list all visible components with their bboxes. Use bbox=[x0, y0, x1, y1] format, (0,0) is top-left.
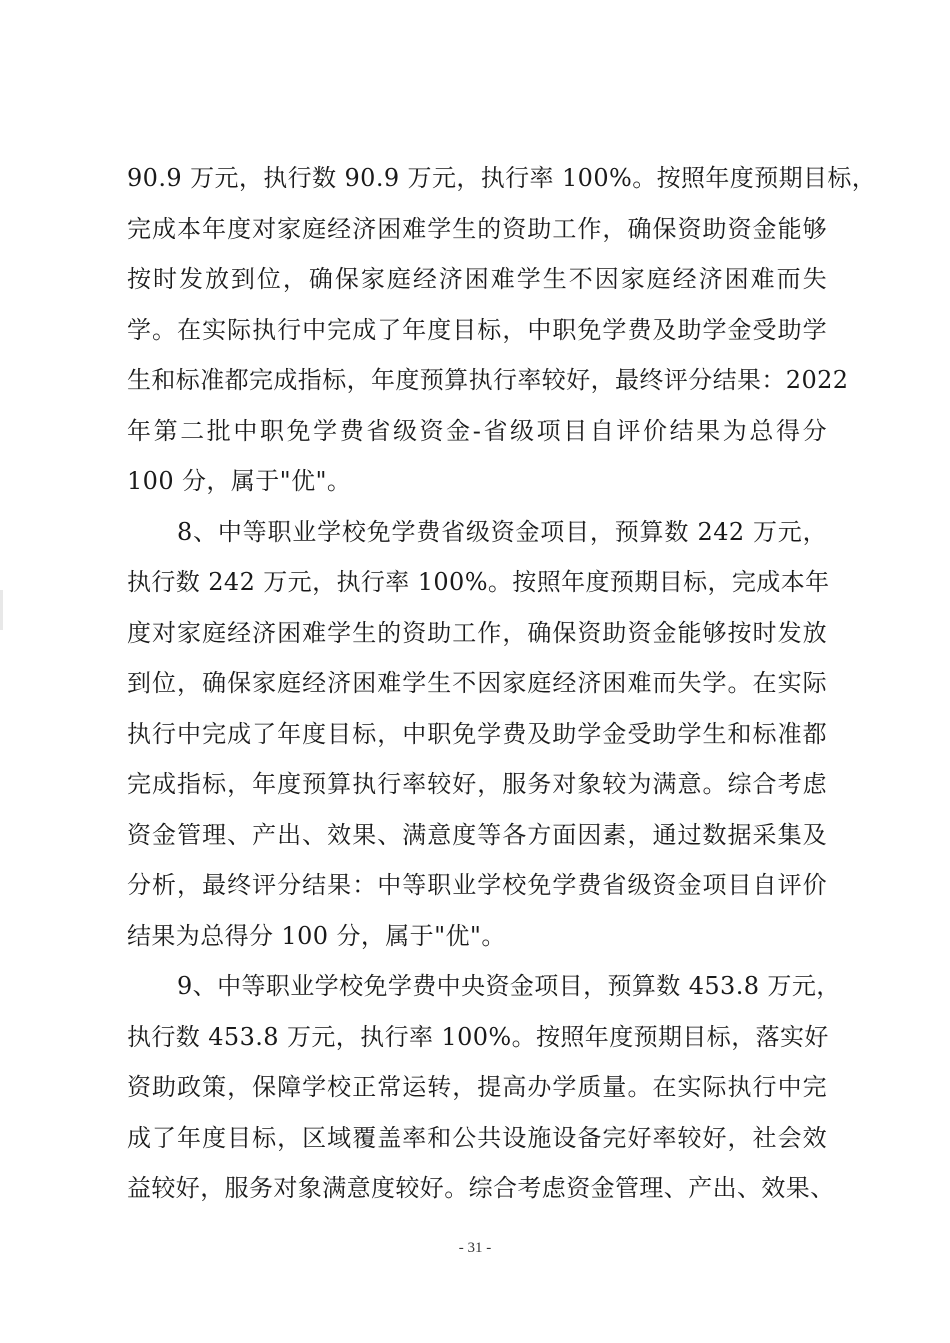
text-line: 结果为总得分 100 分，属于"优"。 bbox=[127, 921, 506, 950]
text-line: 资助政策，保障学校正常运转，提高办学质量。在实际执行中完 bbox=[127, 1073, 827, 1101]
text-line: 完成本年度对家庭经济困难学生的资助工作，确保资助资金能够 bbox=[127, 214, 827, 243]
text-line: 执行数 453.8 万元，执行率 100%。按照年度预期目标，落实好 bbox=[127, 1022, 829, 1051]
scan-margin-mark bbox=[0, 590, 3, 630]
text-line: 资金管理、产出、效果、满意度等各方面因素，通过数据采集及 bbox=[127, 820, 827, 849]
text-line: 90.9 万元，执行数 90.9 万元，执行率 100%。按照年度预期目标， bbox=[127, 164, 877, 192]
text-line: 完成指标，年度预算执行率较好，服务对象较为满意。综合考虑 bbox=[127, 770, 827, 798]
text-line: 执行数 242 万元，执行率 100%。按照年度预期目标，完成本年 bbox=[127, 568, 830, 596]
paragraph-heading-line: 8、中等职业学校免学费省级资金项目，预算数 242 万元， bbox=[177, 517, 827, 546]
text-line: 学。在实际执行中完成了年度目标，中职免学费及助学金受助学 bbox=[127, 315, 827, 344]
text-line: 度对家庭经济困难学生的资助工作，确保资助资金能够按时发放 bbox=[127, 618, 827, 647]
text-line: 益较好，服务对象满意度较好。综合考虑资金管理、产出、效果、 bbox=[127, 1174, 835, 1202]
body-text bbox=[127, 153, 877, 1214]
text-line: 分析，最终评分结果：中等职业学校免学费省级资金项目自评价 bbox=[127, 871, 827, 899]
text-line: 按时发放到位，确保家庭经济困难学生不因家庭经济困难而失 bbox=[127, 265, 827, 293]
text-line: 年第二批中职免学费省级资金-省级项目自评价结果为总得分 bbox=[127, 416, 827, 445]
text-line: 成了年度目标，区域覆盖率和公共设施设备完好率较好，社会效 bbox=[127, 1123, 827, 1152]
paragraph-heading-line: 9、中等职业学校免学费中央资金项目，预算数 453.8 万元， bbox=[177, 972, 841, 1000]
text-line: 生和标准都完成指标，年度预算执行率较好，最终评分结果：2022 bbox=[127, 366, 849, 394]
text-line: 到位，确保家庭经济困难学生不因家庭经济困难而失学。在实际 bbox=[127, 669, 827, 697]
page-number: - 31 - bbox=[458, 1240, 492, 1256]
text-line: 执行中完成了年度目标，中职免学费及助学金受助学生和标准都 bbox=[127, 719, 827, 748]
text-line: 100 分，属于"优"。 bbox=[127, 467, 352, 495]
